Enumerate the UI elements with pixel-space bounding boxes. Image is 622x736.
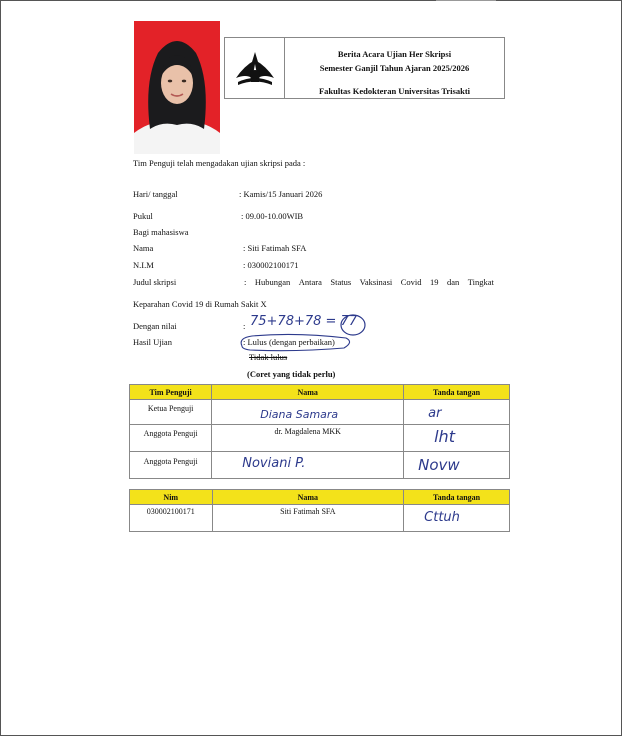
judul-word: Tingkat [467, 277, 494, 287]
handwritten-name: Noviani P. [242, 456, 306, 471]
header-cell: Tim Penguji [130, 385, 212, 400]
hasil-tidak-lulus: Tidak lulus [249, 352, 288, 362]
hasil-circle [236, 330, 356, 354]
bagi-label: Bagi mahasiswa [133, 227, 189, 237]
table-row [130, 505, 510, 532]
judul-word: : [244, 277, 247, 287]
judul-label: Judul skripsi [133, 277, 177, 287]
table-header-row [130, 385, 510, 400]
table-row [130, 452, 510, 479]
name-cell [212, 505, 404, 532]
nim-value: : 030002100171 [243, 260, 299, 270]
nama-value: : Siti Fatimah SFA [243, 243, 307, 253]
judul-word: Vaksinasi [359, 277, 393, 287]
header-box [224, 37, 505, 99]
header-line-3: Fakultas Kedokteran Universitas Trisakti [318, 86, 471, 96]
header-cell: Nama [212, 385, 404, 400]
judul-value [244, 277, 494, 287]
header-line-2: Semester Ganjil Tahun Ajaran 2025/2026 [319, 63, 470, 73]
signature-cell [404, 505, 510, 532]
signature: Cttuh [424, 510, 460, 525]
student-photo-illustration [134, 21, 220, 154]
intro-text: Tim Penguji telah mengadakan ujian skripsi pada : [133, 158, 306, 168]
name-cell [212, 452, 404, 479]
trisakti-logo-icon [232, 48, 278, 88]
judul-word: Hubungan [254, 277, 291, 287]
student-photo [134, 21, 220, 154]
nilai-handwritten: 75+78+78 = 77 [250, 314, 358, 329]
signature-cell [404, 452, 510, 479]
role-text: Anggota Penguji [143, 457, 198, 466]
nim-text: 030002100171 [146, 507, 195, 516]
header-line-1: Berita Acara Ujian Her Skripsi [337, 49, 452, 59]
handwritten-name: Diana Samara [260, 408, 339, 421]
signature: Novw [418, 456, 460, 474]
pukul-value: : 09.00-10.00WIB [241, 211, 304, 221]
signature-cell [404, 400, 510, 425]
role-cell [130, 400, 212, 425]
name-cell [212, 425, 404, 452]
header-cell: Tanda tangan [404, 385, 510, 400]
name-text: Siti Fatimah SFA [280, 507, 336, 516]
nim-cell [130, 505, 213, 532]
nama-label: Nama [133, 243, 154, 253]
hari-label: Hari/ tanggal [133, 189, 178, 199]
hasil-label: Hasil Ujian [133, 337, 172, 347]
judul-word: Covid [400, 277, 422, 287]
signature: lht [434, 427, 455, 446]
mahasiswa-table [129, 489, 510, 532]
name-cell [212, 400, 404, 425]
role-cell [130, 452, 212, 479]
header-title [285, 38, 504, 98]
hari-value: : Kamis/15 Januari 2026 [239, 189, 323, 199]
table-row [130, 400, 510, 425]
judul-word: Antara [298, 277, 322, 287]
header-cell: Nama [212, 490, 404, 505]
signature: ar [428, 406, 442, 421]
nilai-label: Dengan nilai [133, 321, 177, 331]
signature-cell [404, 425, 510, 452]
judul-continuation: Keparahan Covid 19 di Rumah Sakit X [133, 299, 267, 309]
table-row [130, 425, 510, 452]
printed-name: dr. Magdalena MKK [274, 427, 341, 436]
header-cell: Nim [130, 490, 213, 505]
judul-word: Status [330, 277, 352, 287]
role-cell [130, 425, 212, 452]
header-cell: Tanda tangan [404, 490, 510, 505]
logo-cell [225, 38, 285, 98]
judul-word: dan [446, 277, 460, 287]
table-header-row [130, 490, 510, 505]
nilai-colon: : [243, 321, 246, 331]
role-text: Anggota Penguji [143, 429, 198, 438]
coret-note: (Coret yang tidak perlu) [247, 369, 336, 379]
top-rule [436, 0, 496, 1]
role-text: Ketua Penguji [147, 404, 194, 413]
pukul-label: Pukul [133, 211, 153, 221]
nim-label: N.I.M [133, 260, 154, 270]
penguji-table [129, 384, 510, 479]
judul-word: 19 [430, 277, 439, 287]
hasil-lulus: : Lulus (dengan perbaikan) [243, 337, 335, 347]
